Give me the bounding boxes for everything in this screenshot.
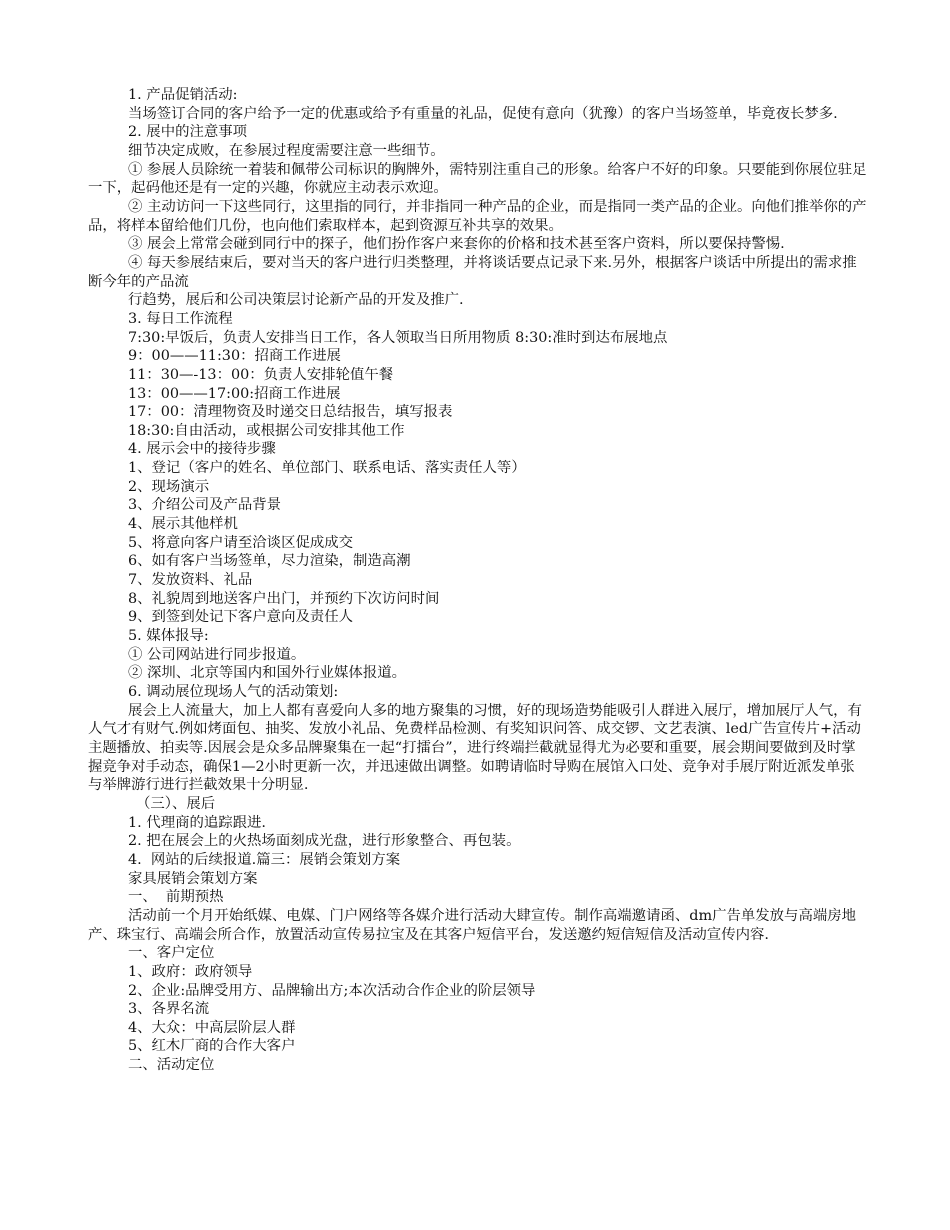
paragraph: 7:30:早饭后，负责人安排当日工作，各人领取当日所用物质 8:30:准时到达布展地点 bbox=[128, 329, 668, 346]
paragraph: 5、红木厂商的合作大客户 bbox=[128, 1038, 296, 1055]
paragraph: 3、介绍公司及产品背景 bbox=[128, 497, 282, 514]
paragraph: 4、大众：中高层阶层人群 bbox=[128, 1019, 296, 1036]
paragraph: 11：30—-13：00：负责人安排轮值午餐 bbox=[128, 366, 394, 383]
paragraph: 7、发放资料、礼品 bbox=[128, 572, 253, 589]
paragraph: ① 公司网站进行同步报道。 bbox=[128, 646, 306, 663]
paragraph: 6、如有客户当场签单，尽力渲染，制造高潮 bbox=[128, 553, 411, 570]
paragraph: 行趋势，展后和公司决策层讨论新产品的开发及推广. bbox=[128, 292, 464, 309]
paragraph: 9、到签到处记下客户意向及责任人 bbox=[128, 609, 354, 626]
paragraph: ④ 每天参展结束后，要对当天的客户进行归类整理，并将谈话要点记录下来.另外，根据客户谈话中所提出的需求推断今年的产品流 bbox=[88, 254, 857, 290]
paragraph: 6. 调动展位现场人气的活动策划: bbox=[128, 684, 339, 700]
document-page bbox=[88, 86, 868, 1075]
paragraph: 5、将意向客户请至洽谈区促成成交 bbox=[128, 534, 354, 551]
paragraph: 5. 媒体报导: bbox=[128, 628, 209, 645]
paragraph: 18:30:自由活动，或根据公司安排其他工作 bbox=[128, 422, 405, 439]
paragraph: 展会上人流量大，加上人都有喜爱向人多的地方聚集的习惯，好的现场造势能吸引人群进入展厅，增加展厅人气，有人气才有财气.例如烤面包、抽奖、发放小礼品、免费样品检测、有奖知识问答、成交锣、文艺表演、led广告宣传片+活动主题播放、拍卖等.因展会是众多品牌聚集在一起“打擂台”，进行终端拦截就显得尤为必要和重要，展会期间要做到及时掌握竞争对手动态，确保1—2小时更新一次，并迅速做出调整。如聘请临时导购在展馆入口处、竞争对手展厅附近派发单张与举牌游行进行拦截效果十分明显. bbox=[88, 702, 862, 794]
paragraph: ② 主动访问一下这些同行，这里指的同行，并非指同一种产品的企业，而是指同一类产品的企业。向他们推举你的产品，将样本留给他们几份，也向他们索取样本，起到资源互补共享的效果。 bbox=[88, 198, 867, 234]
paragraph: 4、展示其他样机 bbox=[128, 516, 238, 533]
paragraph: 2. 展中的注意事项 bbox=[128, 124, 248, 141]
paragraph: 8、礼貌周到地送客户出门，并预约下次访问时间 bbox=[128, 590, 440, 607]
paragraph: 家具展销会策划方案 bbox=[128, 870, 258, 887]
paragraph: 2、现场演示 bbox=[128, 478, 210, 495]
paragraph: 活动前一个月开始纸媒、电媒、门户网络等各媒介进行活动大肆宣传。制作高端邀请函、dm广告单发放与高端房地产、珠宝行、高端会所合作，放置活动宣传易拉宝及在其客户短信平台，发送邀约短信短信及活动宣传内容. bbox=[88, 907, 857, 943]
paragraph: 一、 前期预热 bbox=[128, 889, 224, 906]
paragraph: ① 参展人员除统一着装和佩带公司标识的胸牌外，需特别注重自己的形象。给客户不好的印象。只要能到你展位驻足一下，起码他还是有一定的兴趣，你就应主动表示欢迎。 bbox=[88, 161, 867, 197]
paragraph: 1. 代理商的追踪跟进. bbox=[128, 814, 267, 831]
paragraph: 二、活动定位 bbox=[128, 1057, 215, 1074]
paragraph: 2. 把在展会上的火热场面刻成光盘，进行形象整合、再包装。 bbox=[128, 833, 521, 850]
paragraph: ③ 展会上常常会碰到同行中的探子，他们扮作客户来套你的价格和技术甚至客户资料，所以要保持警惕. bbox=[128, 236, 785, 253]
paragraph: 1. 产品促销活动: bbox=[128, 87, 238, 103]
paragraph: 4. 网站的后续报道.篇三：展销会策划方案 bbox=[128, 851, 401, 868]
paragraph: ② 深圳、北京等国内和国外行业媒体报道。 bbox=[128, 665, 406, 682]
paragraph: 9：00——11:30：招商工作进展 bbox=[128, 348, 341, 365]
paragraph: 1、政府：政府领导 bbox=[128, 963, 253, 980]
paragraph: （三）、展后 bbox=[136, 795, 216, 812]
paragraph: 4. 展示会中的接待步骤 bbox=[128, 441, 276, 458]
paragraph: 2、企业:品牌受用方、品牌输出方;本次活动合作企业的阶层领导 bbox=[128, 982, 536, 999]
paragraph: 3. 每日工作流程 bbox=[128, 310, 233, 327]
paragraph: 一、客户定位 bbox=[128, 945, 215, 962]
paragraph: 细节决定成败，在参展过程度需要注意一些细节。 bbox=[128, 142, 445, 159]
paragraph: 17：00：清理物资及时递交日总结报告，填写报表 bbox=[128, 404, 453, 421]
paragraph: 当场签订合同的客户给予一定的优惠或给予有重量的礼品，促使有意向（犹豫）的客户当场签单，毕竟夜长梦多. bbox=[128, 105, 838, 122]
paragraph: 3、各界名流 bbox=[128, 1001, 210, 1018]
paragraph: 13：00——17:00:招商工作进展 bbox=[128, 385, 341, 402]
paragraph: 1、登记（客户的姓名、单位部门、联系电话、落实责任人等） bbox=[128, 460, 526, 477]
